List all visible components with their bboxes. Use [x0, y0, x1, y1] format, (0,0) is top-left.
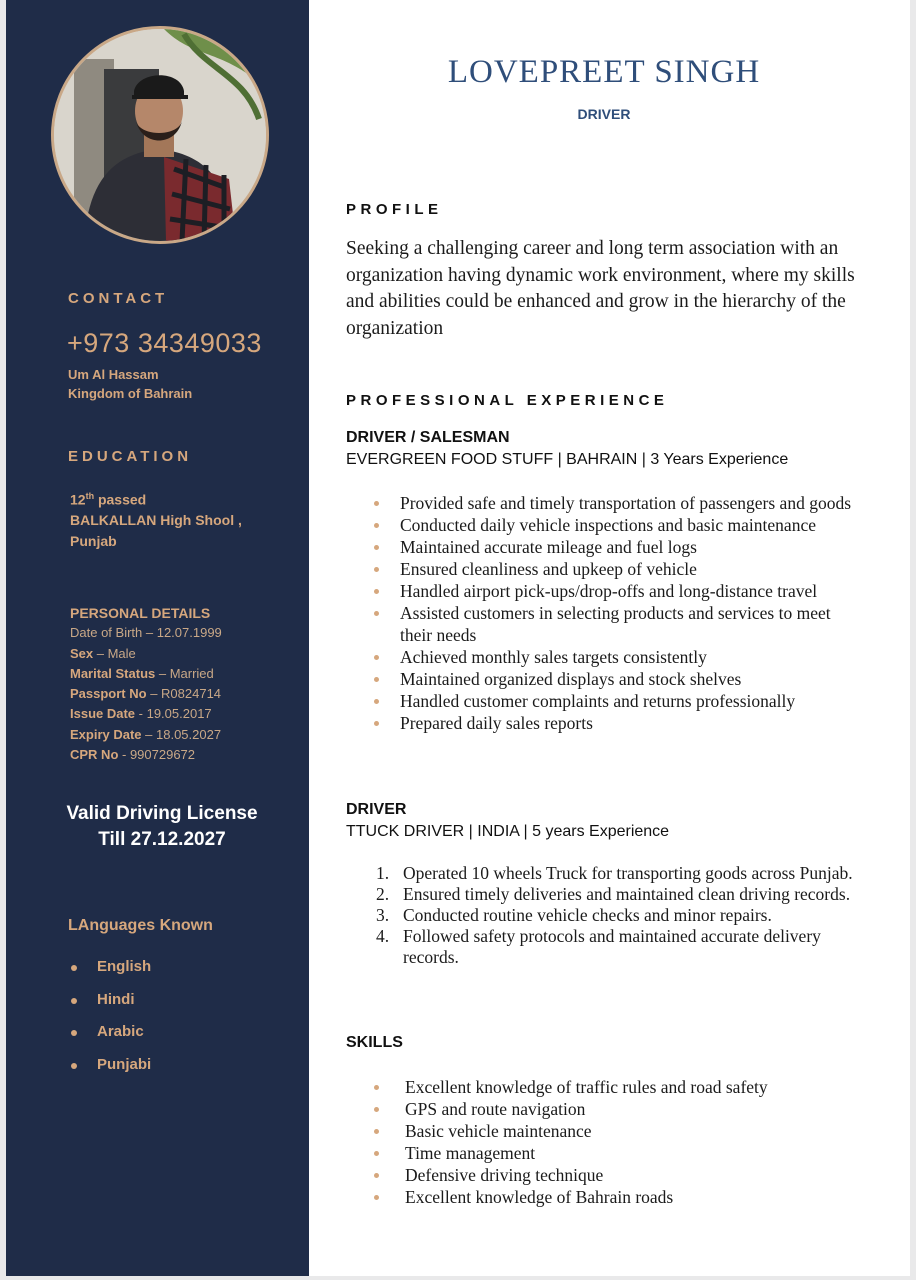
profile-photo-illustration	[54, 29, 266, 241]
date-of-birth: Date of Birth – 12.07.1999	[70, 625, 222, 641]
sex-value: – Male	[93, 645, 136, 661]
skills-list	[405, 1076, 875, 1208]
main-content	[309, 0, 910, 1276]
languages-list	[70, 958, 151, 1088]
list-item: Conducted daily vehicle inspections and basic maintenance	[400, 514, 862, 536]
list-item-text: Ensured timely deliveries and maintained clean driving records.	[403, 884, 851, 904]
education-level-suffix: th	[85, 491, 95, 501]
education-place: Punjab	[70, 532, 117, 549]
job-title-2: DRIVER	[346, 801, 407, 818]
education-heading: EDUCATION	[68, 448, 193, 465]
issue-date-label: Issue Date	[70, 706, 136, 722]
list-item: Excellent knowledge of Bahrain roads	[405, 1186, 875, 1208]
passport-label: Passport No	[70, 686, 147, 702]
phone-number: +973 34349033	[67, 328, 262, 358]
cpr-value: - 990729672	[118, 747, 196, 763]
list-number: 1.	[376, 863, 390, 883]
issue-date-value: - 19.05.2017	[135, 706, 212, 722]
job-title-1: DRIVER / SALESMAN	[346, 429, 510, 446]
list-item: Provided safe and timely transportation of passengers and goods	[400, 492, 862, 514]
sidebar	[6, 0, 309, 1276]
personal-details	[70, 603, 222, 765]
education-level-text: passed	[94, 491, 147, 508]
driving-license	[6, 801, 318, 853]
job-subtitle-1: EVERGREEN FOOD STUFF | BAHRAIN | 3 Years Experience	[346, 451, 789, 468]
job-2-duties	[369, 863, 869, 968]
license-line-2: Till 27.12.2027	[98, 829, 226, 850]
list-number: 3.	[376, 905, 390, 925]
list-number: 4.	[376, 926, 390, 946]
list-item: Time management	[405, 1142, 875, 1164]
list-item: Ensured cleanliness and upkeep of vehicle	[400, 558, 862, 580]
experience-heading: PROFESSIONAL EXPERIENCE	[346, 392, 669, 409]
education-level	[70, 486, 242, 510]
sex-label: Sex	[70, 645, 94, 661]
profile-text: Seeking a challenging career and long term association with an organization having dynamic work environment, where my skills and abilities could be enhanced and grow in the hierarchy of the organization	[346, 238, 855, 339]
passport-value: – R0824714	[146, 686, 222, 702]
list-item: Excellent knowledge of traffic rules and road safety	[405, 1076, 875, 1098]
job-subtitle-2: TTUCK DRIVER | INDIA | 5 years Experience	[346, 823, 670, 840]
personal-details-heading: PERSONAL DETAILS	[70, 605, 211, 621]
issue-date-row	[70, 704, 222, 724]
expiry-date-row	[70, 725, 222, 745]
list-item	[369, 863, 869, 884]
list-item: Maintained organized displays and stock shelves	[400, 668, 862, 690]
education-school: BALKALLAN High Shool ,	[70, 512, 242, 529]
expiry-date-value: – 18.05.2027	[141, 726, 222, 742]
list-item: Maintained accurate mileage and fuel logs	[400, 536, 862, 558]
resume-page	[6, 0, 910, 1276]
license-line-1: Valid Driving License	[66, 803, 258, 824]
expiry-date-label: Expiry Date	[70, 726, 142, 742]
list-item	[369, 926, 869, 968]
list-item-text: Conducted routine vehicle checks and minor repairs.	[403, 905, 772, 925]
list-item: Handled customer complaints and returns professionally	[400, 690, 862, 712]
list-item	[369, 884, 869, 905]
skills-heading: SKILLS	[346, 1034, 403, 1051]
languages-heading: LAnguages Known	[68, 917, 213, 934]
marital-row	[70, 664, 222, 684]
education-details	[70, 486, 242, 551]
contact-heading: CONTACT	[68, 290, 169, 307]
marital-label: Marital Status	[70, 665, 156, 681]
address-line-2: Kingdom of Bahrain	[68, 386, 193, 401]
list-item: GPS and route navigation	[405, 1098, 875, 1120]
list-item	[369, 905, 869, 926]
job-1-duties	[400, 492, 862, 734]
list-item: Basic vehicle maintenance	[405, 1120, 875, 1142]
language-item: English	[70, 958, 151, 991]
list-number: 2.	[376, 884, 390, 904]
profile-heading: PROFILE	[346, 201, 443, 218]
list-item: Defensive driving technique	[405, 1164, 875, 1186]
person-name: LOVEPREET SINGH	[447, 54, 761, 90]
sex-row	[70, 644, 222, 664]
cpr-label: CPR No	[70, 747, 119, 763]
passport-row	[70, 684, 222, 704]
job-role: DRIVER	[577, 106, 631, 122]
address	[68, 365, 192, 403]
marital-value: – Married	[155, 665, 214, 681]
education-level-number: 12	[70, 491, 86, 508]
list-item: Assisted customers in selecting products and services to meet their needs	[400, 602, 862, 646]
list-item: Achieved monthly sales targets consistently	[400, 646, 862, 668]
cpr-row	[70, 745, 222, 765]
language-item: Punjabi	[70, 1056, 151, 1089]
list-item: Prepared daily sales reports	[400, 712, 862, 734]
list-item-text: Operated 10 wheels Truck for transporting goods across Punjab.	[403, 863, 853, 883]
language-item: Arabic	[70, 1023, 151, 1056]
list-item: Handled airport pick-ups/drop-offs and long-distance travel	[400, 580, 862, 602]
profile-photo	[51, 26, 269, 244]
list-item-text: Followed safety protocols and maintained accurate delivery records.	[403, 926, 821, 967]
address-line-1: Um Al Hassam	[68, 367, 159, 382]
language-item: Hindi	[70, 991, 151, 1024]
